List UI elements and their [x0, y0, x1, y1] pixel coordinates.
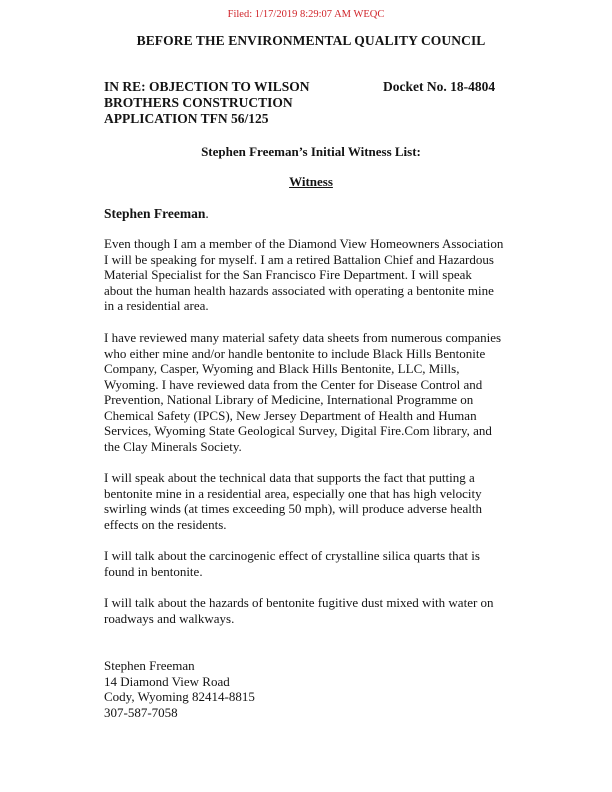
section-heading: Witness: [289, 174, 333, 189]
signature-city: Cody, Wyoming 82414-8815: [104, 689, 255, 704]
paragraph-sources: [104, 330, 524, 454]
text-line: Services, Wyoming State Geological Survey, Digital Fire.Com library, and: [104, 423, 492, 438]
paragraph-affiliation: [104, 236, 524, 314]
signature-phone: 307-587-7058: [104, 704, 178, 720]
text-line: I have reviewed many material safety data sheets from numerous companies: [104, 330, 502, 345]
filed-stamp: Filed: 1/17/2019 8:29:07 AM WEQC: [227, 9, 385, 20]
case-caption: [104, 79, 374, 127]
paragraph-carcinogenic: [104, 548, 524, 579]
text-line: effects on the residents.: [104, 516, 227, 532]
council-heading: BEFORE THE ENVIRONMENTAL QUALITY COUNCIL: [136, 33, 486, 48]
signature-block: [104, 658, 404, 720]
text-line: I will talk about the hazards of bentonite fugitive dust mixed with water on: [104, 595, 494, 610]
document-title: Stephen Freeman’s Initial Witness List:: [201, 144, 421, 159]
text-line: in a residential area.: [104, 298, 209, 313]
text-line: bentonite mine in a residential area, especially one that has high velocity: [104, 485, 482, 501]
text-line: I will be speaking for myself. I am a retired Battalion Chief and Hazardous: [104, 251, 494, 267]
paragraph-dust: [104, 595, 524, 626]
text-line: swirling winds (at times exceeding 50 mph), will produce adverse health: [104, 501, 482, 516]
text-line: Material Specialist for the San Francisco Fire Department. I will speak: [104, 267, 472, 282]
text-line: Prevention, National Library of Medicine, International Programme on: [104, 392, 474, 407]
text-line: who either mine and/or handle bentonite to include Black Hills Bentonite: [104, 345, 486, 361]
text-line: Chemical Safety (IPCS), New Jersey Department of Health and Human: [104, 407, 477, 423]
text-line: I will talk about the carcinogenic effect of crystalline silica quarts that is: [104, 548, 480, 563]
signature-address: 14 Diamond View Road: [104, 673, 230, 689]
text-line: Even though I am a member of the Diamond View Homeowners Association: [104, 236, 504, 251]
text-line: the Clay Minerals Society.: [104, 438, 242, 454]
witness-name-punct: .: [205, 206, 209, 221]
docket-number: Docket No. 18-4804: [383, 79, 496, 94]
text-line: I will speak about the technical data that supports the fact that putting a: [104, 470, 475, 485]
text-line: found in bentonite.: [104, 563, 203, 579]
caption-line: IN RE: OBJECTION TO WILSON: [104, 79, 310, 94]
caption-line: APPLICATION TFN 56/125: [104, 111, 269, 126]
paragraph-technical: [104, 470, 524, 532]
witness-name: [104, 206, 209, 222]
text-line: roadways and walkways.: [104, 610, 235, 626]
text-line: Wyoming. I have reviewed data from the Center for Disease Control and: [104, 376, 483, 392]
text-line: about the human health hazards associated with operating a bentonite mine: [104, 282, 494, 298]
text-line: Company, Casper, Wyoming and Black Hills Bentonite, LLC, Mills,: [104, 361, 460, 376]
witness-name-text: Stephen Freeman: [104, 206, 206, 221]
signature-name: Stephen Freeman: [104, 658, 195, 673]
caption-line: BROTHERS CONSTRUCTION: [104, 95, 293, 110]
